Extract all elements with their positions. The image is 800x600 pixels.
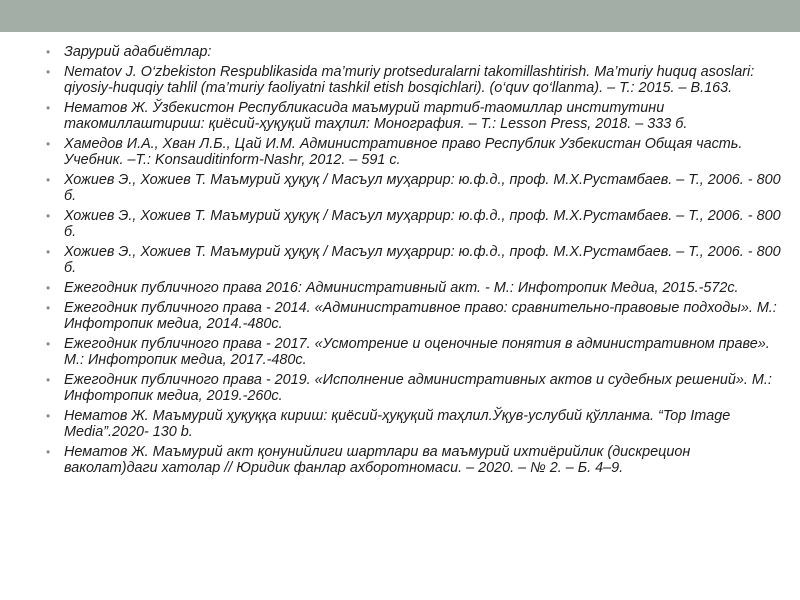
reference-text: Хожиев Э., Хожиев Т. Маъмурий ҳуқуқ / Масъул муҳаррир: ю.ф.д., проф. М.Х.Рустамбаев. – Т., 2006. - 800 б. [64, 244, 781, 276]
bullet-icon: • [46, 281, 51, 295]
list-item [44, 172, 784, 204]
list-item [44, 64, 784, 96]
reference-text: Нематов Ж. Маъмурий акт қонунийлиги шартлари ва маъмурий ихтиёрийлик (дискрецион ваколат)даги хатолар // Юридик фанлар ахборотномаси. – 2020. – № 2. – Б. 4–9. [64, 444, 691, 476]
list-heading-item [44, 44, 784, 60]
reference-text: Ежегодник публичного права 2016: Административный акт. - М.: Инфотропик Медиа, 2015.-572с. [64, 280, 739, 296]
reference-text: Нематов Ж. Ўзбекистон Республикасида маъмурий тартиб-таомиллар институтини такомиллаштириш: қиёсий-ҳуқуқий таҳлил: Монография. – Т.: Lesson Press, 2018. – 333 б. [64, 100, 688, 132]
bullet-icon: • [46, 45, 51, 59]
bullet-icon: • [46, 173, 51, 187]
reference-text: Хожиев Э., Хожиев Т. Маъмурий ҳуқуқ / Масъул муҳаррир: ю.ф.д., проф. М.Х.Рустамбаев. – Т., 2006. - 800 б. [64, 172, 781, 204]
reference-text: Хожиев Э., Хожиев Т. Маъмурий ҳуқуқ / Масъул муҳаррир: ю.ф.д., проф. М.Х.Рустамбаев. – Т., 2006. - 800 б. [64, 208, 781, 240]
list-item [44, 408, 784, 440]
reference-text: Ежегодник публичного права - 2019. «Исполнение административных актов и судебных решений». М.: Инфотропик медиа, 2019.-260с. [64, 372, 772, 404]
reference-text: Нематов Ж. Маъмурий ҳуқуққа кириш: қиёсий-ҳуқуқий таҳлил.Ўқув-услубий қўлланма. “Top Image Media”.2020- 130 b. [64, 408, 731, 440]
bullet-icon: • [46, 445, 51, 459]
references-heading: Зарурий адабиётлар: [64, 44, 212, 60]
list-item [44, 336, 784, 368]
list-item [44, 208, 784, 240]
list-item [44, 100, 784, 132]
bullet-icon: • [46, 409, 51, 423]
bullet-icon: • [46, 245, 51, 259]
reference-text: Nematov J. O‘zbekiston Respublikasida ma’muriy protseduralarni takomillashtirish. Ma’muriy huquq asoslari: qiyosiy-huquqiy tahlil (ma’muriy faoliyatni tashkil etish bosqichlari). (o‘quv qo‘llanma). – T.: 2015. – B.163. [64, 64, 755, 96]
list-item [44, 244, 784, 276]
bullet-icon: • [46, 65, 51, 79]
list-item [44, 136, 784, 168]
bullet-icon: • [46, 373, 51, 387]
list-item [44, 372, 784, 404]
slide-header-bar [0, 0, 800, 32]
reference-text: Хамедов И.А., Хван Л.Б., Цай И.М. Административное право Республик Узбекистан Общая часть. Учебник. –Т.: Konsauditinform-Nashr, 2012. – 591 с. [64, 136, 743, 168]
reference-list [44, 44, 784, 476]
slide-content [44, 44, 784, 480]
list-item [44, 280, 784, 296]
bullet-icon: • [46, 101, 51, 115]
reference-text: Ежегодник публичного права - 2014. «Административное право: сравнительно-правовые подходы». М.: Инфотропик медиа, 2014.-480с. [64, 300, 777, 332]
bullet-icon: • [46, 209, 51, 223]
list-item [44, 444, 784, 476]
reference-text: Ежегодник публичного права - 2017. «Усмотрение и оценочные понятия в административном праве». М.: Инфотропик медиа, 2017.-480с. [64, 336, 770, 368]
list-item [44, 300, 784, 332]
bullet-icon: • [46, 137, 51, 151]
bullet-icon: • [46, 301, 51, 315]
bullet-icon: • [46, 337, 51, 351]
